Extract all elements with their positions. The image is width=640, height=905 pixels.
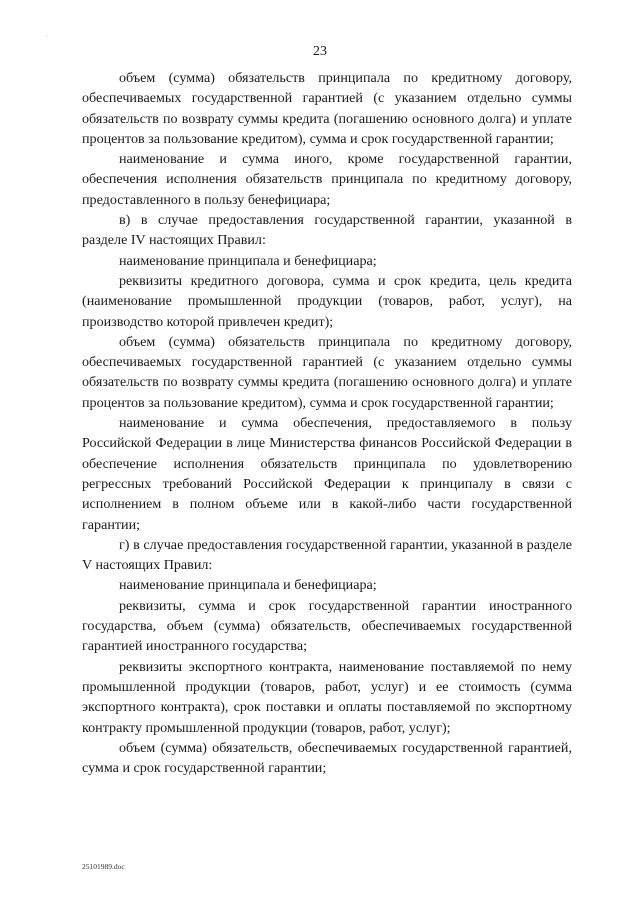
document-body bbox=[82, 68, 572, 778]
paragraph-loan-details: реквизиты кредитного договора, сумма и срок кредита, цель кредита (наименование промышленной продукции (товаров, работ, услуг), на производство которой привлечен кредит); bbox=[82, 272, 572, 330]
paragraph-principal-beneficiary-2: наименование принципала и бенефициара; bbox=[119, 577, 377, 594]
scan-mark bbox=[46, 36, 47, 37]
paragraph-recourse-security: наименование и сумма обеспечения, предоставляемого в пользу Российской Федерации в лице Министерства финансов Российской Федерации в обеспечение исполнения обязательств принципала по удовлетворению регрессных требований Российской Федерации к принципалу в связи с исполнением в полном объеме или в какой-либо части государственной гарантии; bbox=[82, 415, 572, 533]
paragraph-obligations-volume-1: объем (сумма) обязательств принципала по кредитному договору, обеспечиваемых государственной гарантией (с указанием отдельно суммы обязательств по возврату суммы кредита (погашению основного долга) и уплате процентов за пользование кредитом), сумма и срок государственной гарантии; bbox=[82, 70, 572, 147]
paragraph-export-contract: реквизиты экспортного контракта, наименование поставляемой по нему промышленной продукции (товаров, работ, услуг) и ее стоимость (сумма экспортного контракта), срок поставки и оплаты поставляемой по экспортному контракту промышленной продукции (товаров, работ, услуг); bbox=[82, 658, 572, 736]
paragraph-principal-beneficiary-1: наименование принципала и бенефициара; bbox=[119, 252, 377, 269]
paragraph-other-security: наименование и сумма иного, кроме государственной гарантии, обеспечения исполнения обязательств принципала по кредитному договору, предоставленного в пользу бенефициара; bbox=[82, 151, 572, 208]
paragraph-section-iv-heading: в) в случае предоставления государственной гарантии, указанной в разделе IV настоящих Правил: bbox=[82, 212, 572, 249]
page-number: 23 bbox=[313, 44, 327, 59]
paragraph-obligations-volume-2: объем (сумма) обязательств принципала по кредитному договору, обеспечиваемых государственной гарантией (с указанием отдельно суммы обязательств по возврату суммы кредита (погашению основного долга) и уплате процентов за пользование кредитом), сумма и срок государственной гарантии; bbox=[82, 333, 572, 411]
footer-filename: 25101989.doc bbox=[82, 862, 125, 871]
paragraph-guarantee-volume: объем (сумма) обязательств, обеспечиваемых государственной гарантией, сумма и срок государственной гарантии; bbox=[82, 739, 572, 777]
paragraph-foreign-guarantee: реквизиты, сумма и срок государственной гарантии иностранного государства, объем (сумма) обязательств, обеспечиваемых государственной гарантией иностранного государства; bbox=[82, 597, 572, 655]
paragraph-section-v-heading: г) в случае предоставления государственной гарантии, указанной в разделе V настоящих Правил: bbox=[82, 536, 572, 574]
